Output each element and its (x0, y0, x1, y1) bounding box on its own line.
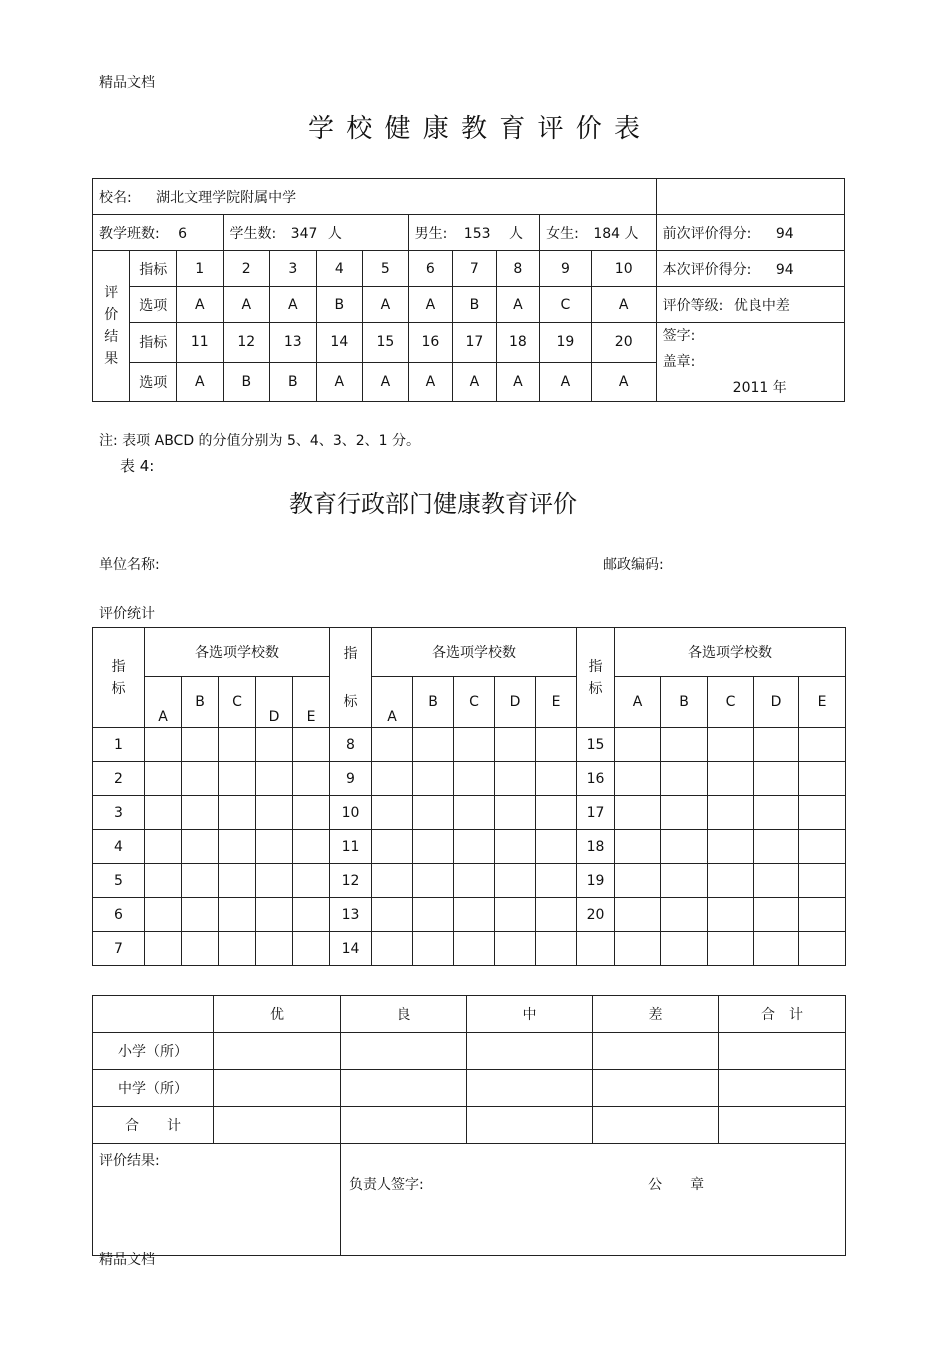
count-cell (182, 728, 219, 762)
count-cell (145, 796, 182, 830)
count-cell (182, 932, 219, 966)
grade-header: 优 (214, 996, 341, 1033)
count-cell (256, 796, 293, 830)
letter-header: B (413, 677, 454, 728)
school-name: 湖北文理学院附属中学 (156, 189, 297, 206)
letter-header: D (256, 677, 293, 728)
row-label-total: 合 计 (93, 1107, 214, 1144)
stats-row (93, 762, 846, 796)
option-value: A (408, 362, 453, 402)
count-cell (536, 762, 577, 796)
indicator-number: 17 (453, 323, 497, 363)
grade-header: 中 (467, 996, 593, 1033)
count-cell (708, 762, 754, 796)
indicator-label: 指标 (130, 251, 177, 287)
letter-header: E (799, 677, 846, 728)
indicator-number: 7 (453, 251, 497, 287)
stats-row (93, 864, 846, 898)
summary-header-row (93, 996, 846, 1033)
school-name-label: 校名: (99, 189, 132, 206)
option-value: A (176, 287, 223, 323)
count-cell (708, 830, 754, 864)
indicator-number: 10 (591, 251, 656, 287)
indicator-header-2 (330, 628, 372, 728)
count-cell (293, 728, 330, 762)
count-cell (372, 898, 413, 932)
unit-label: 单位名称: (99, 557, 160, 573)
grade-header: 良 (341, 996, 467, 1033)
group-header: 各选项学校数 (372, 628, 577, 677)
result-row (93, 1144, 846, 1256)
count-cell (256, 762, 293, 796)
option-value: B (223, 362, 270, 402)
indicator-index: 13 (330, 898, 372, 932)
watermark-bottom: 精品文档 (99, 1252, 155, 1268)
count-cell (413, 830, 454, 864)
indicator-number: 9 (540, 251, 592, 287)
indicator-index: 16 (577, 762, 615, 796)
count-cell (661, 728, 708, 762)
count-cell (256, 932, 293, 966)
year-label: 2011 年 (732, 380, 787, 396)
count-cell (615, 932, 661, 966)
girls-unit: 人 (624, 225, 639, 242)
indicator-index: 1 (93, 728, 145, 762)
option-value: A (270, 287, 317, 323)
count-cell (219, 830, 256, 864)
count-cell (799, 762, 846, 796)
eval-result-side (93, 251, 130, 402)
school-name-row (93, 179, 845, 215)
indicator-index: 19 (577, 864, 615, 898)
summary-row (93, 1107, 846, 1144)
count-cell (372, 728, 413, 762)
indicator-index (577, 932, 615, 966)
option-value: A (363, 362, 409, 402)
indicator-number: 6 (408, 251, 453, 287)
signer-label: 负责人签字: (349, 1177, 424, 1193)
row-label-primary: 小学（所） (93, 1033, 214, 1070)
count-cell (293, 830, 330, 864)
prev-score-cell (656, 215, 844, 251)
count-cell (661, 762, 708, 796)
count-cell (615, 762, 661, 796)
count-cell (182, 796, 219, 830)
option-value: A (363, 287, 409, 323)
count-cell (495, 864, 536, 898)
stats-row (93, 728, 846, 762)
stats-row (93, 898, 846, 932)
letter-header: A (615, 677, 661, 728)
option-value: A (453, 362, 497, 402)
count-cell (145, 864, 182, 898)
indicator-index: 9 (330, 762, 372, 796)
count-cell (661, 830, 708, 864)
count-cell (754, 796, 799, 830)
classes-label: 教学班数: (99, 225, 160, 242)
stats-row (93, 830, 846, 864)
indicator-row-1 (93, 251, 845, 287)
indicator-number: 16 (408, 323, 453, 363)
count-cell (293, 796, 330, 830)
count-cell (799, 830, 846, 864)
count-cell (372, 796, 413, 830)
indicator-number: 20 (591, 323, 656, 363)
option-value: A (496, 362, 540, 402)
count-cell (799, 796, 846, 830)
indicator-number: 13 (270, 323, 317, 363)
indicator-index: 20 (577, 898, 615, 932)
side-char: 评 (104, 285, 119, 301)
letter-header: B (661, 677, 708, 728)
summary-table (92, 995, 846, 1256)
stats-row (93, 932, 846, 966)
watermark-top: 精品文档 (99, 75, 155, 91)
count-cell (293, 932, 330, 966)
students-unit: 人 (327, 225, 342, 242)
count-cell (754, 898, 799, 932)
indicator-index: 17 (577, 796, 615, 830)
indicator-index: 7 (93, 932, 145, 966)
indicator-index: 6 (93, 898, 145, 932)
indicator-number: 15 (363, 323, 409, 363)
students-label: 学生数: (229, 225, 277, 242)
count-cell (145, 728, 182, 762)
option-label: 选项 (130, 287, 177, 323)
postcode-label: 邮政编码: (603, 557, 664, 573)
girls-value: 184 (593, 225, 621, 242)
letter-header: C (708, 677, 754, 728)
count-cell (256, 830, 293, 864)
grade-header: 差 (593, 996, 719, 1033)
count-cell (145, 762, 182, 796)
ind-char: 标 (111, 680, 126, 697)
letter-header: C (219, 677, 256, 728)
count-cell (661, 796, 708, 830)
indicator-header-3 (577, 628, 615, 728)
count-cell (495, 762, 536, 796)
indicator-index: 8 (330, 728, 372, 762)
option-value: A (496, 287, 540, 323)
count-cell (799, 932, 846, 966)
count-cell (256, 864, 293, 898)
count-cell (708, 932, 754, 966)
option-value: A (316, 362, 363, 402)
option-value: A (176, 362, 223, 402)
count-cell (293, 762, 330, 796)
count-cell (413, 932, 454, 966)
grade-label: 评价等级: (662, 297, 724, 314)
count-cell (708, 864, 754, 898)
indicator-index: 3 (93, 796, 145, 830)
count-cell (661, 898, 708, 932)
count-cell (372, 864, 413, 898)
sign-label: 签字: (662, 328, 696, 344)
count-cell (708, 898, 754, 932)
total-header: 合 计 (719, 996, 846, 1033)
seal-text: 公 章 (648, 1177, 705, 1193)
count-cell (615, 898, 661, 932)
score-note: 注: 表项 ABCD 的分值分别为 5、4、3、2、1 分。 (99, 433, 420, 449)
stats-header-row (93, 628, 846, 677)
count-cell (536, 864, 577, 898)
count-cell (372, 762, 413, 796)
count-cell (413, 898, 454, 932)
count-cell (219, 898, 256, 932)
summary-row (93, 1070, 846, 1107)
school-name-cell (93, 179, 657, 215)
count-cell (413, 762, 454, 796)
count-cell (536, 830, 577, 864)
section-title: 教育行政部门健康教育评价 (289, 490, 577, 518)
girls-label: 女生: (546, 225, 579, 242)
boys-unit: 人 (508, 225, 523, 242)
count-cell (708, 796, 754, 830)
summary-row (93, 1033, 846, 1070)
sign-seal-cell (656, 323, 844, 402)
count-cell (219, 796, 256, 830)
ind-char: 指 (588, 658, 603, 675)
count-cell (454, 898, 495, 932)
option-value: A (223, 287, 270, 323)
letter-header: A (372, 677, 413, 728)
letter-header: E (293, 677, 330, 728)
count-cell (615, 830, 661, 864)
school-stats-row (93, 215, 845, 251)
indicator-number: 19 (540, 323, 592, 363)
letter-header: D (495, 677, 536, 728)
indicator-label: 指标 (130, 323, 177, 363)
count-cell (615, 796, 661, 830)
indicator-index: 14 (330, 932, 372, 966)
count-cell (799, 864, 846, 898)
summary-corner (93, 996, 214, 1033)
option-value: A (591, 362, 656, 402)
indicator-index: 4 (93, 830, 145, 864)
grade-cell (656, 287, 844, 323)
count-cell (754, 830, 799, 864)
letter-header: B (182, 677, 219, 728)
empty-corner-cell (656, 179, 844, 215)
count-cell (754, 728, 799, 762)
count-cell (454, 864, 495, 898)
option-value: C (540, 287, 592, 323)
prev-score-value: 94 (775, 225, 794, 242)
count-cell (145, 932, 182, 966)
side-char: 结 (104, 329, 119, 345)
stats-table (92, 627, 846, 966)
students-cell (223, 215, 408, 251)
count-cell (372, 830, 413, 864)
count-cell (708, 728, 754, 762)
count-cell (454, 830, 495, 864)
curr-score-cell (656, 251, 844, 287)
indicator-index: 15 (577, 728, 615, 762)
classes-value: 6 (178, 225, 188, 242)
ind-char: 标 (588, 680, 603, 697)
row-label-middle: 中学（所） (93, 1070, 214, 1107)
count-cell (372, 932, 413, 966)
count-cell (219, 932, 256, 966)
side-char: 价 (104, 307, 119, 323)
count-cell (454, 796, 495, 830)
option-row-1 (93, 287, 845, 323)
boys-label: 男生: (414, 225, 448, 242)
count-cell (536, 728, 577, 762)
seal-label: 盖章: (662, 354, 696, 370)
group-header: 各选项学校数 (145, 628, 330, 677)
curr-score-value: 94 (775, 261, 794, 278)
result-label: 评价结果: (93, 1144, 341, 1256)
stats-label: 评价统计 (99, 606, 155, 622)
indicator-index: 2 (93, 762, 145, 796)
count-cell (145, 898, 182, 932)
count-cell (454, 762, 495, 796)
count-cell (219, 728, 256, 762)
count-cell (495, 796, 536, 830)
girls-cell (540, 215, 657, 251)
letter-header: A (145, 677, 182, 728)
indicator-number: 14 (316, 323, 363, 363)
ind-char: 标 (343, 693, 358, 710)
indicator-index: 10 (330, 796, 372, 830)
count-cell (754, 932, 799, 966)
boys-value: 153 (463, 225, 491, 242)
count-cell (495, 728, 536, 762)
curr-score-label: 本次评价得分: (662, 261, 752, 278)
count-cell (536, 932, 577, 966)
count-cell (182, 898, 219, 932)
count-cell (661, 932, 708, 966)
count-cell (799, 728, 846, 762)
indicator-number: 3 (270, 251, 317, 287)
page-title: 学 校 健 康 教 育 评 价 表 (307, 114, 643, 144)
count-cell (219, 864, 256, 898)
count-cell (536, 898, 577, 932)
indicator-number: 1 (176, 251, 223, 287)
indicator-number: 12 (223, 323, 270, 363)
prev-score-label: 前次评价得分: (662, 225, 752, 242)
indicator-index: 18 (577, 830, 615, 864)
count-cell (413, 796, 454, 830)
grade-options: 优良中差 (733, 297, 790, 314)
option-value: B (270, 362, 317, 402)
classes-cell (93, 215, 224, 251)
table4-label: 表 4: (120, 457, 155, 475)
count-cell (454, 932, 495, 966)
group-header: 各选项学校数 (615, 628, 846, 677)
indicator-number: 5 (363, 251, 409, 287)
count-cell (256, 898, 293, 932)
ind-char: 指 (343, 645, 358, 662)
indicator-header-1 (93, 628, 145, 728)
stats-body (93, 728, 846, 966)
count-cell (495, 898, 536, 932)
count-cell (219, 762, 256, 796)
count-cell (413, 728, 454, 762)
indicator-number: 11 (176, 323, 223, 363)
option-value: A (591, 287, 656, 323)
count-cell (145, 830, 182, 864)
count-cell (615, 728, 661, 762)
indicator-index: 11 (330, 830, 372, 864)
count-cell (799, 898, 846, 932)
indicator-row-2 (93, 323, 845, 363)
count-cell (413, 864, 454, 898)
option-value: A (408, 287, 453, 323)
indicator-number: 8 (496, 251, 540, 287)
indicator-number: 2 (223, 251, 270, 287)
indicator-number: 18 (496, 323, 540, 363)
count-cell (182, 830, 219, 864)
side-char: 果 (104, 351, 119, 367)
letter-header: E (536, 677, 577, 728)
stats-letter-row (93, 677, 846, 728)
letter-header: C (454, 677, 495, 728)
indicator-index: 5 (93, 864, 145, 898)
count-cell (182, 762, 219, 796)
count-cell (754, 762, 799, 796)
option-label: 选项 (130, 362, 177, 402)
option-value: A (540, 362, 592, 402)
ind-char: 指 (111, 658, 126, 675)
count-cell (495, 932, 536, 966)
count-cell (182, 864, 219, 898)
indicator-number: 4 (316, 251, 363, 287)
signature-cell (341, 1144, 846, 1256)
indicator-index: 12 (330, 864, 372, 898)
school-eval-table (92, 178, 845, 402)
letter-header: D (754, 677, 799, 728)
stats-row (93, 796, 846, 830)
count-cell (293, 864, 330, 898)
count-cell (754, 864, 799, 898)
boys-cell (408, 215, 540, 251)
count-cell (256, 728, 293, 762)
count-cell (293, 898, 330, 932)
students-value: 347 (290, 225, 318, 242)
count-cell (661, 864, 708, 898)
option-value: B (316, 287, 363, 323)
count-cell (454, 728, 495, 762)
count-cell (495, 830, 536, 864)
option-value: B (453, 287, 497, 323)
count-cell (536, 796, 577, 830)
count-cell (615, 864, 661, 898)
